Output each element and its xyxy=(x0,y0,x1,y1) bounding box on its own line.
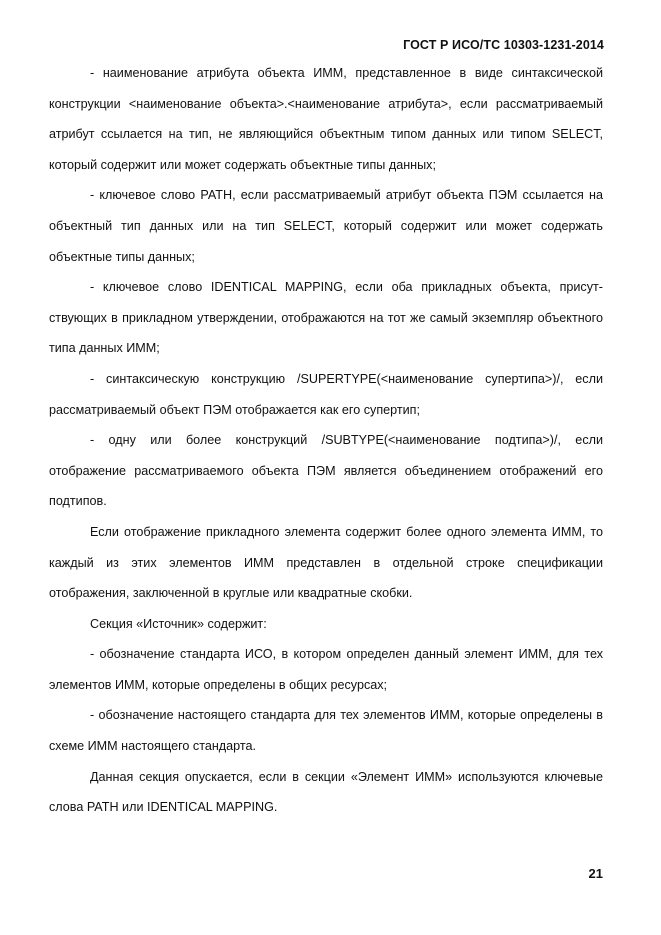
paragraph-source-section: Секция «Источник» содержит: xyxy=(90,616,267,631)
standard-header: ГОСТ Р ИСО/ТС 10303-1231-2014 xyxy=(403,38,604,52)
list-item-this-standard: - обозначение настоящего стандарта для тех элементов ИММ, которые определены в схеме ИММ настоящего стандарта. xyxy=(49,708,603,754)
list-item-attribute-name: - наименование атрибута объекта ИММ, представленное в виде синтаксической конструкции <наименование объекта>.<наименование атрибута>, если рассматриваемый атрибут ссылается на тип, не являющийся объектным типом данных или типом SELECT, который содержит или может содержать объектные типы данных; xyxy=(49,66,603,172)
page-number: 21 xyxy=(588,866,603,881)
list-item-subtype: - одну или более конструкций /SUBTYPE(<наименование подтипа>)/, если отображение рассматриваемого объекта ПЭМ является объединением отображений его подтипов. xyxy=(49,433,603,509)
paragraph-section-omitted: Данная секция опускается, если в секции «Элемент ИММ» используются ключевые слова PATH или IDENTICAL MAPPING. xyxy=(49,769,603,815)
document-body xyxy=(49,58,603,823)
list-item-iso-standard: - обозначение стандарта ИСО, в котором определен данный элемент ИММ, для тех элементов ИММ, которые определены в общих ресурсах; xyxy=(49,647,603,692)
paragraph-multiple-elements: Если отображение прикладного элемента содержит более одного элемента ИММ, то каждый из этих элементов ИММ представлен в отдельной строке спецификации отображения, заключенной в круглые или квадратные скобки. xyxy=(49,524,603,601)
list-item-supertype: - синтаксическую конструкцию /SUPERTYPE(<наименование супертипа>)/, если рассматриваемый объект ПЭМ отображается как его супертип; xyxy=(49,371,603,417)
list-item-path-keyword: - ключевое слово PATH, если рассматриваемый атрибут объекта ПЭМ ссылается на объектный тип данных или на тип SELECT, который содержит или может содержать объектные типы данных; xyxy=(49,188,603,264)
list-item-identical-mapping: - ключевое слово IDENTICAL MAPPING, если оба прикладных объекта, присутствующих в прикладном утверждении, отображаются на тот же самый экземпляр объектного типа данных ИММ; xyxy=(49,280,603,356)
